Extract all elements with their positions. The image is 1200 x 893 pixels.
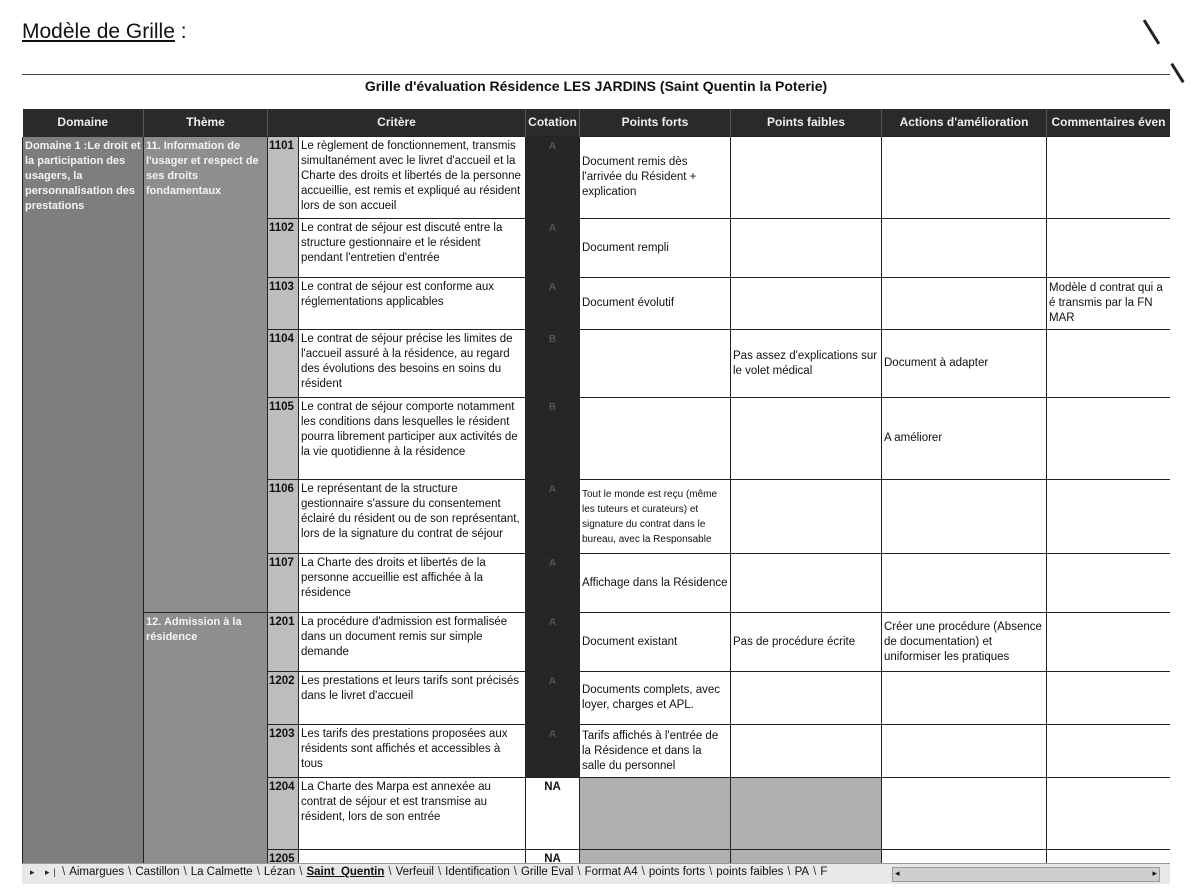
cotation-cell[interactable]: A [526,725,580,778]
points-forts-cell[interactable]: Document rempli [580,219,731,278]
comment-cell[interactable] [1047,725,1171,778]
domain-cell[interactable]: Domaine 1 :Le droit et la participation des usagers, la personnalisation des prestations [23,137,144,864]
criterion-text[interactable] [299,398,526,480]
actions-cell[interactable] [882,137,1047,219]
criterion-number[interactable]: 1101 [268,137,299,219]
page-title-suffix: : [174,20,187,43]
criterion-number[interactable]: 1105 [268,398,299,480]
tab-separator: \ [577,866,581,878]
actions-cell[interactable] [882,672,1047,725]
criterion-label: La Charte des Marpa est annexée au contrat de séjour et est transmise au résident, lors de son entrée [301,781,491,823]
actions-cell[interactable] [882,554,1047,613]
criterion-number[interactable]: 1203 [268,725,299,778]
tab-nav-arrows-icon[interactable]: ▸ ▸| [30,867,60,877]
actions-cell[interactable] [882,725,1047,778]
sheet-tab[interactable]: Castillon [135,866,180,878]
page-title-label: Modèle de Grille [22,20,175,43]
page-title [22,20,187,44]
points-faibles-cell[interactable] [731,278,882,330]
tab-separator: \ [813,866,817,878]
tab-separator: \ [388,866,392,878]
criterion-label: Le contrat de séjour est conforme aux réglementations applicables [301,281,495,308]
cotation-cell[interactable]: B [526,330,580,398]
criterion-text[interactable] [299,219,526,278]
criterion-label: Le contrat de séjour comporte notamment les conditions dans lesquelles le résident pourra librement participer aux activités de la vie quotidienne à la résidence [301,401,518,458]
actions-cell[interactable] [882,480,1047,554]
points-forts-cell[interactable]: Document remis dès l'arrivée du Résident + explication [580,137,731,219]
criterion-text[interactable] [299,850,526,864]
sheet-tab[interactable]: Format A4 [584,866,638,878]
cotation-cell[interactable]: A [526,480,580,554]
actions-cell[interactable] [882,278,1047,330]
theme-cell[interactable]: 12. Admission à la résidence [144,613,268,864]
criterion-label: Le règlement de fonctionnement, transmis simultanément avec le livret d'accueil et la Charte des droits et libertés de la personne accueillie, est remis et expliqué au résident lors de son accueil [301,140,521,212]
cotation-cell[interactable]: A [526,219,580,278]
criterion-number[interactable]: 1204 [268,778,299,850]
comment-cell[interactable] [1047,778,1171,850]
col-header-points-faibles[interactable]: Points faibles [731,109,882,137]
sheet-tab[interactable]: points forts [648,866,706,878]
col-header-theme[interactable]: Thème [144,109,268,137]
col-header-actions[interactable]: Actions d'amélioration [882,109,1047,137]
points-forts-cell[interactable]: Document évolutif [580,278,731,330]
points-forts-cell[interactable]: Tarifs affichés à l'entrée de la Résidence et dans la salle du personnel [580,725,731,778]
sheet-tab[interactable]: Grille Eval [520,866,574,878]
criterion-label: La procédure d'admission est formalisée dans un document remis sur simple demande [301,616,508,658]
sheet-tab[interactable]: points faibles [716,866,784,878]
points-forts-cell[interactable] [580,398,731,480]
scroll-right-icon[interactable]: ▸ [1152,868,1157,878]
criterion-number[interactable]: 1104 [268,330,299,398]
sheet-tab[interactable]: La Calmette [190,866,253,878]
tab-separator: \ [299,866,303,878]
col-header-commentaires[interactable]: Commentaires éven [1047,109,1171,137]
points-forts-cell[interactable]: Affichage dans la Résidence [580,554,731,613]
tab-separator: \ [256,866,260,878]
sheet-tab[interactable]: Verfeuil [395,866,434,878]
sheet-tab[interactable]: Saint_Quentin [306,866,385,878]
comment-cell[interactable] [1047,554,1171,613]
points-forts-cell[interactable]: Documents complets, avec loyer, charges et APL. [580,672,731,725]
comment-cell[interactable] [1047,613,1171,672]
tab-separator: \ [513,866,517,878]
scroll-left-icon[interactable]: ◂ [895,868,900,878]
criterion-label: Les tarifs des prestations proposées aux résidents sont affichés et accessibles à tous [301,728,508,770]
tab-separator: \ [641,866,645,878]
actions-cell[interactable]: Créer une procédure (Absence de documentation) et uniformiser les pratiques [882,613,1047,672]
grid-title: Grille d'évaluation Résidence LES JARDINS (Saint Quentin la Poterie) [364,78,828,94]
theme-cell[interactable]: 11. Information de l'usager et respect de ses droits fondamentaux [144,137,268,613]
criterion-text[interactable] [299,137,526,219]
sheet-tab[interactable]: PA [794,866,810,878]
criterion-text[interactable] [299,672,526,725]
criterion-text[interactable] [299,725,526,778]
divider [22,74,1170,75]
cotation-cell[interactable]: A [526,613,580,672]
points-forts-cell[interactable]: Tout le monde est reçu (même les tuteurs et curateurs) et signature du contrat dans le bureau, avec la Responsable [580,480,731,554]
sheet-tab[interactable]: F [820,866,828,878]
criterion-number[interactable]: 1106 [268,480,299,554]
spreadsheet[interactable] [22,109,1170,863]
comment-cell[interactable] [1047,480,1171,554]
col-header-points-forts[interactable]: Points forts [580,109,731,137]
cotation-cell[interactable]: A [526,554,580,613]
points-forts-cell[interactable] [580,778,731,850]
criterion-label: Les prestations et leurs tarifs sont précisés dans le livret d'accueil [301,675,519,702]
points-faibles-cell[interactable]: Pas assez d'explications sur le volet médical [731,330,882,398]
actions-cell[interactable]: A améliorer [882,398,1047,480]
tab-separator: \ [62,866,66,878]
actions-cell[interactable]: Document à adapter [882,330,1047,398]
actions-cell[interactable] [882,850,1047,864]
actions-cell[interactable] [882,219,1047,278]
sheet-tab[interactable]: Aimargues [69,866,125,878]
col-header-cotation[interactable]: Cotation [526,109,580,137]
criterion-text[interactable] [299,778,526,850]
criterion-label: Le contrat de séjour est discuté entre la structure gestionnaire et le résident pendant l'entretien d'entrée [301,222,503,264]
table-row [23,137,1171,219]
points-forts-cell[interactable]: Document existant [580,613,731,672]
points-faibles-cell[interactable] [731,398,882,480]
sheet-tab[interactable]: Identification [445,866,510,878]
comment-cell[interactable] [1047,137,1171,219]
comment-cell[interactable] [1047,330,1171,398]
tab-separator: \ [183,866,187,878]
evaluation-grid [22,109,1170,863]
actions-cell[interactable] [882,778,1047,850]
comment-cell[interactable] [1047,219,1171,278]
points-faibles-cell[interactable] [731,778,882,850]
cotation-cell[interactable]: B [526,398,580,480]
points-faibles-cell[interactable] [731,554,882,613]
col-header-domaine[interactable]: Domaine [23,109,144,137]
cotation-cell[interactable]: A [526,278,580,330]
col-header-critere[interactable]: Critère [268,109,526,137]
criterion-text[interactable] [299,278,526,330]
cotation-cell[interactable]: NA [526,778,580,850]
scan-mark [1143,19,1160,44]
criterion-number[interactable]: 1205 [268,850,299,864]
points-faibles-cell[interactable]: Pas de procédure écrite [731,613,882,672]
comment-cell[interactable] [1047,850,1171,864]
criterion-number[interactable]: 1107 [268,554,299,613]
tab-separator: \ [437,866,442,878]
points-faibles-cell[interactable] [731,219,882,278]
criterion-number[interactable]: 1102 [268,219,299,278]
criterion-number[interactable]: 1201 [268,613,299,672]
criterion-number[interactable]: 1103 [268,278,299,330]
points-forts-cell[interactable] [580,330,731,398]
table-row [23,613,1171,672]
tab-separator: \ [787,866,791,878]
points-faibles-cell[interactable] [731,480,882,554]
tab-separator: \ [709,866,713,878]
cotation-cell[interactable]: A [526,137,580,219]
points-faibles-cell[interactable] [731,672,882,725]
tab-separator: \ [128,866,132,878]
sheet-tab[interactable]: Lézan [263,866,296,878]
criterion-label: Le représentant de la structure gestionnaire s'assure du consentement éclairé du résident ou de son représentant, lors de la signature du contrat de séjour [301,483,520,540]
points-faibles-cell[interactable] [731,725,882,778]
sheet-tab-bar [22,863,1170,884]
points-forts-cell[interactable] [580,850,731,864]
criterion-label: Le contrat de séjour précise les limites de l'accueil assuré à la résidence, au regard des évolutions des besoins en soins du résident [301,333,513,390]
horizontal-scrollbar[interactable] [892,867,1160,882]
cotation-cell[interactable]: A [526,672,580,725]
comment-cell[interactable] [1047,672,1171,725]
criterion-number[interactable]: 1202 [268,672,299,725]
criterion-label: La Charte des droits et libertés de la personne accueillie est affichée à la résidence [301,557,486,599]
criterion-text[interactable] [299,330,526,398]
cotation-cell[interactable]: NA [526,850,580,864]
points-faibles-cell[interactable] [731,137,882,219]
criterion-text[interactable] [299,480,526,554]
comment-cell[interactable] [1047,398,1171,480]
criterion-text[interactable] [299,554,526,613]
comment-cell[interactable]: Modèle d contrat qui a é transmis par la FN MAR [1047,278,1171,330]
points-faibles-cell[interactable] [731,850,882,864]
scan-mark [1170,63,1184,83]
criterion-text[interactable] [299,613,526,672]
header-row [23,109,1171,137]
